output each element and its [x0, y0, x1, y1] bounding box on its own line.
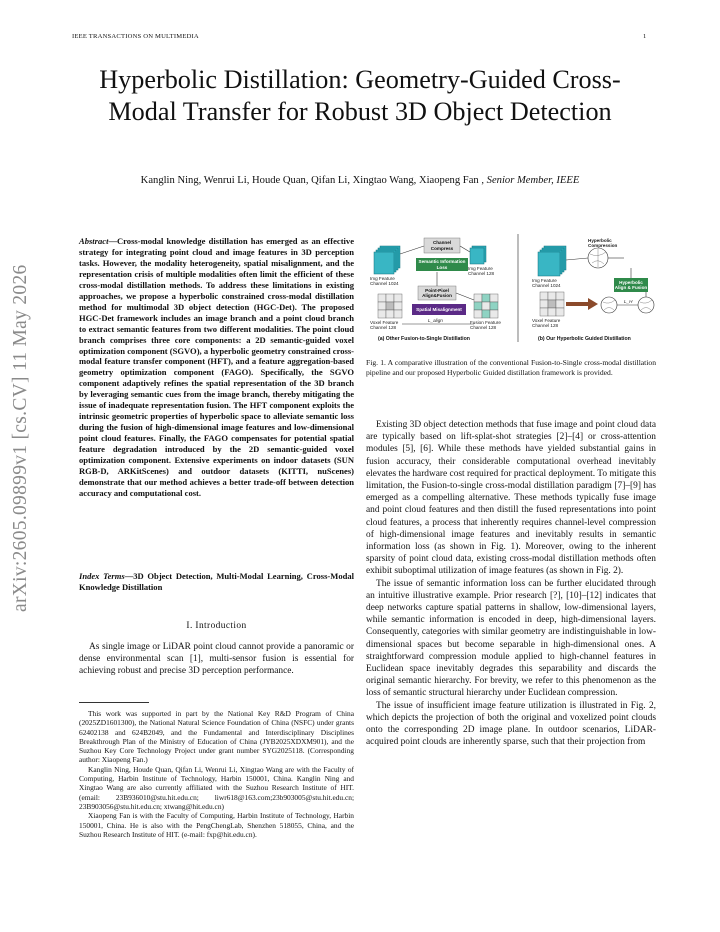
- figure-1-caption: Fig. 1. A comparative illustration of the conventional Fusion-to-Single cross-modal distillation pipeline and our proposed Hyperbolic Guided distillation framework is provided.: [366, 358, 656, 377]
- voxel-feature-label-left: Voxel Feature Channel 128: [370, 320, 399, 331]
- channel-compress-label: Channel Compress: [430, 240, 454, 251]
- voxel-cube-right: [540, 292, 564, 316]
- paper-title: Hyperbolic Distillation: Geometry-Guided Cross-Modal Transfer for Robust 3D Object Detection: [99, 65, 621, 126]
- footnote: [79, 709, 354, 839]
- footnote-corresponding: Xiaopeng Fan is with the Faculty of Computing, Harbin Institute of Technology, Harbin 150001, China. He is also with the PengChengLab, Shenzhen 518055, China, and the Suzhou Research Institute of HIT. (e-mail: fxp@hit.edu.cn).: [79, 811, 354, 839]
- intro-body-right: [366, 419, 656, 748]
- voxel-cube-left: [378, 294, 402, 318]
- panel-a-caption: (a) Other Fusion-to-Single Distillation: [378, 336, 470, 342]
- section-heading: I. Introduction: [186, 621, 247, 631]
- paragraph-feature-utilization: The issue of insufficient image feature utilization is illustrated in Fig. 2, which depicts the projection of both the original and voxelized point clouds onto the corresponding 2D image plane. In outdoor scenarios, LiDAR-acquired point clouds are inherently sparse, such that their projection from: [366, 700, 656, 748]
- hyperbolic-align-label: Hyperbolic Align & Fusion: [614, 279, 648, 290]
- fusion-cube-left: [474, 294, 498, 318]
- semantic-loss-label: Semantic Information Loss: [418, 259, 466, 270]
- panel-b-caption: (b) Our Hyperbolic Guided Distillation: [538, 336, 631, 342]
- author-list: [60, 175, 660, 186]
- abstract: [79, 236, 354, 499]
- l-h-label: L_H: [624, 299, 633, 304]
- abstract-text: —Cross-modal knowledge distillation has emerged as an effective strategy for integrating point cloud and image features in 3D perception tasks. However, the modality heterogeneity, spatial misalignment, and the representation crisis of multiple modalities often limit the efficient of these cross-modal distillation methods. To address these limitations in existing approaches, we propose a hyperbolic constrained cross-modal distillation method for multimodal 3D object detection (HGC-Det). The proposed HGC-Det framework includes an image branch and a point cloud branch to extract semantic features from two different modalities. The point cloud branch comprises three core components: a 2D semantic-guided voxel optimization component (SGVO), a hyperbolic geometry constrained cross-modal feature transfer component (HFT), and a feature aggregation-based geometry optimization component (FAGO). Specifically, the SGVO component adaptively refines the spatial representation of the 3D branch by leveraging semantic cues from the image branch, thereby mitigating the issue of inadequate representation fusion. The HFT component exploits the intrinsic geometric properties of hyperbolic space to alleviate semantic loss during the fusion of high-dimensional image features and low-dimensional point cloud features. Finally, the FAGO compensates for potential spatial feature degradation introduced by the 2D semantic-guided voxel optimization component. Extensive experiments on indoor datasets (SUN RGB-D, ARKitScenes) and outdoor datasets (KITTI, nuScenes) demonstrate that our method achieves a better trade-off between detection accuracy and computational cost.: [79, 236, 354, 498]
- index-terms: [79, 571, 354, 593]
- img-feature-1024-label-left: Img Feature Channel 1024: [370, 276, 399, 287]
- fusion-feature-label: Fusion Feature Channel 128: [470, 320, 501, 331]
- img-feature-stack-left: [374, 246, 400, 274]
- img-feature-1024-label-right: Img Feature Channel 1024: [532, 278, 561, 289]
- footnote-divider: [79, 702, 149, 703]
- footnote-funding: This work was supported in part by the National Key R&D Program of China (2025ZD1601300), the National Natural Science Foundation of China (NSFC) under grants 62402138 and 624B2049, and the Fundamental and Interdisciplinary Disciplines Breakthrough Plan of the Ministry of Education of China (JYB2025XDXM901), and the Suzhou Key Core Technology Project under grant number SYG2025118. (Corresponding author: Xiaopeng Fan.): [79, 709, 354, 765]
- intro-paragraph: As single image or LiDAR point cloud cannot provide a panoramic or dense environmental scan [1], multi-sensor fusion is essential for achieving robust and precise 3D perception performance.: [79, 642, 354, 677]
- img-feature-128-label: Img Feature Channel 128: [468, 266, 495, 277]
- img-feature-stack-right: [538, 246, 566, 276]
- index-terms-text: —3D Object Detection, Multi-Modal Learning, Cross-Modal Knowledge Distillation: [79, 571, 354, 592]
- journal-header: IEEE TRANSACTIONS ON MULTIMEDIA: [72, 33, 199, 40]
- figure-1: [366, 232, 656, 350]
- figure-1-graphic: [366, 232, 656, 350]
- page-number: 1: [643, 33, 647, 40]
- l-align-label: L_align: [428, 318, 443, 323]
- paragraph-existing-methods: Existing 3D object detection methods that fuse image and point cloud data are typically based on lift-splat-shot strategies [2]–[4] or cross-attention modules [5], [6]. While these methods have yielded substantial gains in fusion accuracy, their considerable computational overhead inevitably elevates the hardware cost required for practical deployment. To mitigate this limitation, the Fusion-to-single cross-modal distillation paradigm [7]–[9] has emerged as a compelling alternative. These methods typically fuse image and point cloud features and then distill the fused representations into point cloud features, a process that inherently requires channel-level compression of high-dimensional image features and inevitably results in semantic information loss (as shown in Fig. 1). Moreover, owing to the inherent sparsity of point cloud data, existing cross-modal distillation methods often exhibit suboptimal utilization of image features (as shown in Fig. 2).: [366, 420, 656, 577]
- author-names: Kanglin Ning, Wenrui Li, Houde Quan, Qifan Li, Xingtao Wang, Xiaopeng Fan ,: [140, 175, 484, 186]
- footnote-affiliation: Kanglin Ning, Houde Quan, Qifan Li, Wenrui Li, Xingtao Wang are with the Faculty of Computing, Harbin Institute of Technology, Harbin 150001, China. Kanglin Ning and Xingtao Wang are also currently affiliated with the Suzhou Research Institute of HIT. (email: 23B936010@stu.hit.edu.cn; liwr618@163.com;23b903005@stu.hit.edu.cn; 23B903056@stu.hit.edu.cn; xtwang@hit.edu.cn): [79, 764, 354, 811]
- index-terms-lead: Index Terms: [79, 571, 125, 581]
- abstract-lead: Abstract: [79, 236, 109, 246]
- hyperbolic-compression-label: Hyperbolic Compression: [588, 238, 618, 249]
- point-pixel-label: Point-Pixel Align&Fusion: [422, 287, 452, 298]
- author-role: Senior Member, IEEE: [486, 175, 580, 186]
- voxel-feature-label-right: Voxel Feature Channel 128: [532, 318, 561, 329]
- paragraph-semantic-loss: The issue of semantic information loss can be further elucidated through an intuitive illustrative example. Prior research [?], [10]–[12] indicates that deep networks capture spatial patterns in shallow, low-dimensional layers, while semantic information is encoded in deep, high-dimensional layers. Consequently, categories with similar geometry are indistinguishable in low-dimensional spaces but become separable in high-dimensional ones. A straightforward compression module applied to high-channel features in Euclidean space inevitably degrades this separability and discards the original semantic hierarchy. For brevity, we refer to this phenomenon as the loss of semantic structural hierarchy under Euclidean compression.: [366, 578, 656, 699]
- spatial-misalignment-label: Spatial Misalignment: [416, 306, 462, 312]
- arxiv-stamp: arXiv:2605.09899v1 [cs.CV] 11 May 2026: [10, 264, 31, 612]
